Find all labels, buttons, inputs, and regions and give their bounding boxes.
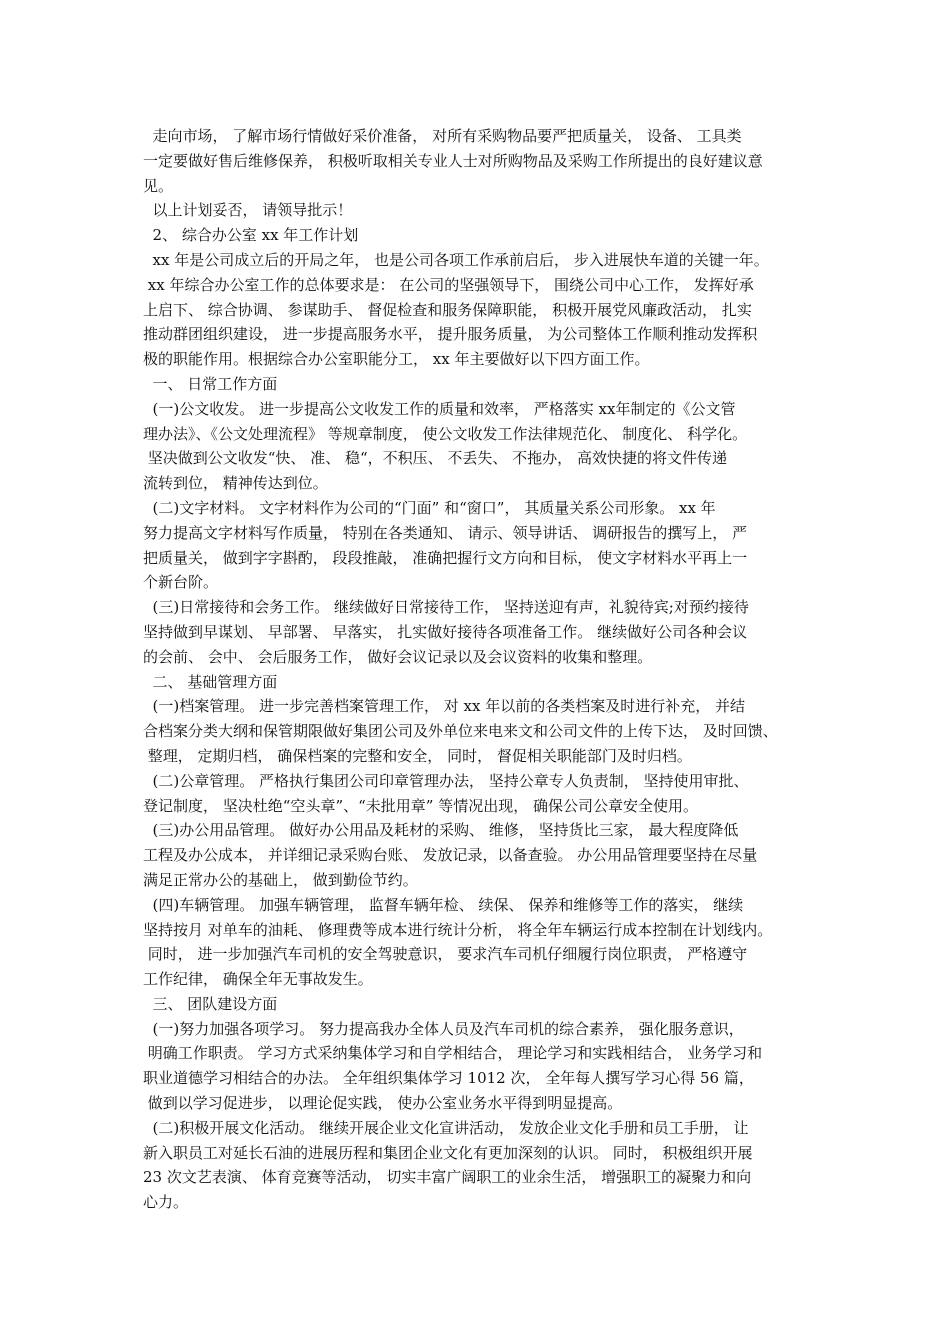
text-line: (一)档案管理。 进一步完善档案管理工作， 对 xx 年以前的各类档案及时进行补充， 并结 bbox=[143, 697, 746, 716]
text-line: 登记制度， 坚决杜绝“空头章”、“未批用章” 等情况出现， 确保公司公章安全使用。 bbox=[143, 796, 698, 815]
text-line: 推动群团组织建设， 进一步提高服务水平， 提升服务质量， 为公司整体工作顺利推动发挥积 bbox=[143, 325, 758, 344]
text-line: 理办法》、《公文处理流程》 等规章制度， 使公文收发工作法律规范化、 制度化、 科学化。 bbox=[143, 424, 748, 443]
text-line: 2、 综合办公室 xx 年工作计划 bbox=[143, 226, 359, 245]
text-line: 整理， 定期归档， 确保档案的完整和安全， 同时， 督促相关职能部门及时归档。 bbox=[143, 746, 692, 765]
text-line: (一)公文收发。 进一步提高公文收发工作的质量和效率， 严格落实 xx年制定的《公文管 bbox=[143, 399, 736, 418]
text-line: 职业道德学习相结合的办法。 全年组织集体学习 1012 次， 全年每人撰写学习心得 56 篇， bbox=[143, 1069, 754, 1088]
text-line: 二、 基础管理方面 bbox=[143, 672, 278, 691]
text-line: 以上计划妥否， 请领导批示！ bbox=[143, 201, 353, 220]
text-line: 合档案分类大纲和保管期限做好集团公司及外单位来电来文和公司文件的上传下达， 及时回馈、 bbox=[143, 722, 778, 741]
document-body bbox=[143, 124, 833, 1215]
text-line: 坚决做到公文收发“快、 准、 稳“，不积压、 不丢失、 不拖办， 高效快捷的将文件传递 bbox=[143, 449, 727, 468]
text-line: 一定要做好售后维修保养， 积极听取相关专业人士对所购物品及采购工作所提出的良好建议意 bbox=[143, 151, 763, 170]
text-line: 的会前、 会中、 会后服务工作， 做好会议记录以及会议资料的收集和整理。 bbox=[143, 647, 653, 666]
text-line: 23 次文艺表演、 体育竞赛等活动， 切实丰富广阔职工的业余生活， 增强职工的凝聚力和向 bbox=[143, 1168, 752, 1187]
text-line: 做到以学习促进步， 以理论促实践， 使办公室业务水平得到明显提高。 bbox=[143, 1094, 623, 1113]
text-line: (三)办公用品管理。 做好办公用品及耗材的采购、 维修， 坚持货比三家， 最大程度降低 bbox=[143, 821, 739, 840]
text-line: 上启下、 综合协调、 参谋助手、 督促检查和服务保障职能， 积极开展党风廉政活动， 扎实 bbox=[143, 300, 752, 319]
text-line: 流转到位， 精神传达到位。 bbox=[143, 474, 328, 493]
text-line: (二)公章管理。 严格执行集团公司印章管理办法， 坚持公章专人负责制， 坚持使用审批、 bbox=[143, 771, 749, 790]
text-line: xx 年综合办公室工作的总体要求是： 在公司的坚强领导下， 围绕公司中心工作， 发挥好承 bbox=[143, 275, 754, 294]
text-line: 明确工作职责。 学习方式采纳集体学习和自学相结合， 理论学习和实践相结合， 业务学习和 bbox=[143, 1044, 763, 1063]
text-line: 走向市场， 了解市场行情做好采价准备， 对所有采购物品要严把质量关， 设备、 工具类 bbox=[143, 127, 742, 145]
text-line: (一)努力加强各项学习。 努力提高我办全体人员及汽车司机的综合素养， 强化服务意识， bbox=[143, 1019, 744, 1038]
text-line: 见。 bbox=[143, 176, 174, 195]
text-line: 满足正常办公的基础上， 做到勤俭节约。 bbox=[143, 870, 418, 889]
text-line: (二)积极开展文化活动。 继续开展企业文化宣讲活动， 发放企业文化手册和员工手册， 让 bbox=[143, 1118, 749, 1137]
text-line: xx 年是公司成立后的开局之年， 也是公司各项工作承前启后， 步入进展快车道的关键一年。 bbox=[143, 250, 769, 269]
text-line: (三)日常接待和会务工作。 继续做好日常接待工作， 坚持送迎有声，礼貌待宾;对预约接待 bbox=[143, 598, 749, 617]
text-line: (四)车辆管理。 加强车辆管理， 监督车辆年检、 续保、 保养和维修等工作的落实， 继续 bbox=[143, 895, 744, 914]
text-line: 同时， 进一步加强汽车司机的安全驾驶意识， 要求汽车司机仔细履行岗位职责， 严格遵守 bbox=[143, 945, 748, 964]
text-line: 心力。 bbox=[143, 1193, 189, 1212]
text-line: 坚持做到早谋划、 早部署、 早落实， 扎实做好接待各项准备工作。 继续做好公司各种会议 bbox=[143, 622, 748, 641]
text-line: (二)文字材料。 文字材料作为公司的“门面” 和“窗口”， 其质量关系公司形象。 xx 年 bbox=[143, 498, 716, 517]
text-line: 三、 团队建设方面 bbox=[143, 994, 278, 1013]
text-line: 坚持按月 对单车的油耗、 修理费等成本进行统计分析， 将全年车辆运行成本控制在计划线内。 bbox=[143, 920, 773, 939]
text-line: 一、 日常工作方面 bbox=[143, 374, 278, 393]
text-line: 极的职能作用。根据综合办公室职能分工， xx 年主要做好以下四方面工作。 bbox=[143, 350, 650, 369]
text-line: 把质量关， 做到字字斟酌， 段段推敲， 准确把握行文方向和目标， 使文字材料水平再上一 bbox=[143, 548, 748, 567]
text-line: 工程及办公成本， 并详细记录采购台账、 发放记录，以备查验。 办公用品管理要坚持在尽量 bbox=[143, 846, 758, 865]
text-line: 新入职员工对延长石油的进展历程和集团企业文化有更加深刻的认识。 同时， 积极组织开展 bbox=[143, 1143, 753, 1162]
text-line: 工作纪律， 确保全年无事故发生。 bbox=[143, 970, 373, 989]
text-line: 努力提高文字材料写作质量， 特别在各类通知、 请示、领导讲话、 调研报告的撰写上， 严 bbox=[143, 523, 748, 542]
text-line: 个新台阶。 bbox=[143, 573, 219, 592]
